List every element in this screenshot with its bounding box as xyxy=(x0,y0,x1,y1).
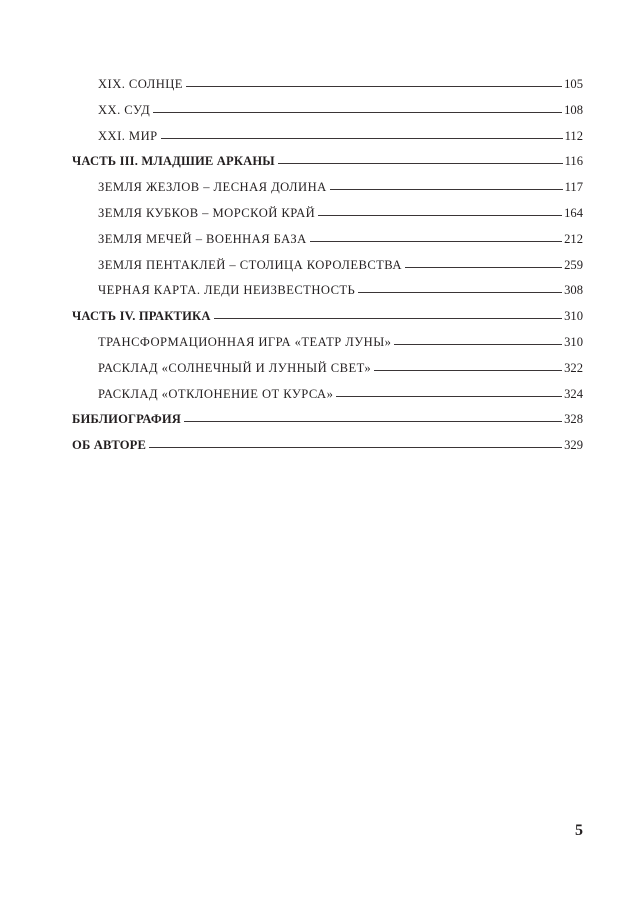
toc-entry-land-of-wands xyxy=(72,175,583,201)
toc-leader-line xyxy=(405,267,562,268)
toc-leader-line xyxy=(330,189,563,190)
toc-entry-page: 164 xyxy=(564,205,583,220)
toc-entry-title: РАСКЛАД «СОЛНЕЧНЫЙ И ЛУННЫЙ СВЕТ» xyxy=(98,360,372,375)
toc-leader-line xyxy=(186,86,562,87)
toc-entry-land-of-pentacles xyxy=(72,253,583,279)
toc-entry-page: 108 xyxy=(564,102,583,117)
toc-entry-title: РАСКЛАД «ОТКЛОНЕНИЕ ОТ КУРСА» xyxy=(98,386,334,401)
toc-entry-page: 117 xyxy=(564,180,583,195)
toc-entry-page: 322 xyxy=(564,360,583,375)
toc-entry-page: 105 xyxy=(564,77,583,91)
toc-leader-line xyxy=(161,138,563,139)
toc-entry-moon-theatre-game xyxy=(72,330,583,356)
toc-entry-title: ЗЕМЛЯ ПЕНТАКЛЕЙ – СТОЛИЦА КОРОЛЕВСТВА xyxy=(98,257,402,272)
toc-entry-title: ОБ АВТОРЕ xyxy=(72,438,147,453)
toc-leader-line xyxy=(374,370,562,371)
toc-entry-page: 310 xyxy=(564,309,583,324)
toc-entry-off-course-spread xyxy=(72,382,583,408)
toc-entry-part-4-practice xyxy=(72,304,583,330)
page-number: 5 xyxy=(575,822,583,839)
toc-entry-title: ЧЕРНАЯ КАРТА. ЛЕДИ НЕИЗВЕСТНОСТЬ xyxy=(98,283,356,298)
toc-entry-title: ЗЕМЛЯ МЕЧЕЙ – ВОЕННАЯ БАЗА xyxy=(98,231,307,246)
toc-entry-page: 308 xyxy=(564,283,583,298)
toc-leader-line xyxy=(310,241,562,242)
toc-leader-line xyxy=(358,292,562,293)
toc-entry-title: ТРАНСФОРМАЦИОННАЯ ИГРА «ТЕАТР ЛУНЫ» xyxy=(98,334,392,349)
toc-entry-land-of-cups xyxy=(72,201,583,227)
toc-entry-about-author xyxy=(72,433,583,459)
table-of-contents xyxy=(72,72,583,459)
toc-entry-sun-moon-spread xyxy=(72,356,583,382)
toc-entry-title: XIX. СОЛНЦЕ xyxy=(98,77,183,91)
toc-leader-line xyxy=(394,344,562,345)
toc-entry-page: 329 xyxy=(564,438,583,453)
toc-leader-line xyxy=(153,112,562,113)
toc-entry-title: ЧАСТЬ III. МЛАДШИЕ АРКАНЫ xyxy=(72,154,275,169)
toc-entry-xx-judgement xyxy=(72,98,583,124)
toc-leader-line xyxy=(318,215,562,216)
toc-entry-page: 259 xyxy=(564,257,583,272)
toc-entry-xxi-world xyxy=(72,124,583,150)
toc-entry-title: XX. СУД xyxy=(98,102,151,117)
toc-leader-line xyxy=(214,318,563,319)
toc-entry-page: 212 xyxy=(564,231,583,246)
toc-entry-title: XXI. МИР xyxy=(98,128,158,143)
toc-entry-part-3-minor-arcana xyxy=(72,149,583,175)
toc-entry-title: ЗЕМЛЯ ЖЕЗЛОВ – ЛЕСНАЯ ДОЛИНА xyxy=(98,180,327,195)
toc-entry-page: 116 xyxy=(564,154,583,169)
toc-entry-bibliography xyxy=(72,407,583,433)
toc-leader-line xyxy=(184,421,562,422)
toc-entry-black-card xyxy=(72,278,583,304)
toc-entry-land-of-swords xyxy=(72,227,583,253)
toc-entry-page: 328 xyxy=(564,412,583,427)
toc-entry-page: 112 xyxy=(564,128,583,143)
toc-entry-title: ЧАСТЬ IV. ПРАКТИКА xyxy=(72,309,211,324)
toc-leader-line xyxy=(278,163,563,164)
toc-leader-line xyxy=(336,396,562,397)
toc-entry-title: БИБЛИОГРАФИЯ xyxy=(72,412,182,427)
toc-entry-page: 310 xyxy=(564,334,583,349)
toc-leader-line xyxy=(149,447,562,448)
toc-entry-page: 324 xyxy=(564,386,583,401)
toc-entry-title: ЗЕМЛЯ КУБКОВ – МОРСКОЙ КРАЙ xyxy=(98,205,316,220)
toc-entry-xix-sun xyxy=(72,72,583,98)
